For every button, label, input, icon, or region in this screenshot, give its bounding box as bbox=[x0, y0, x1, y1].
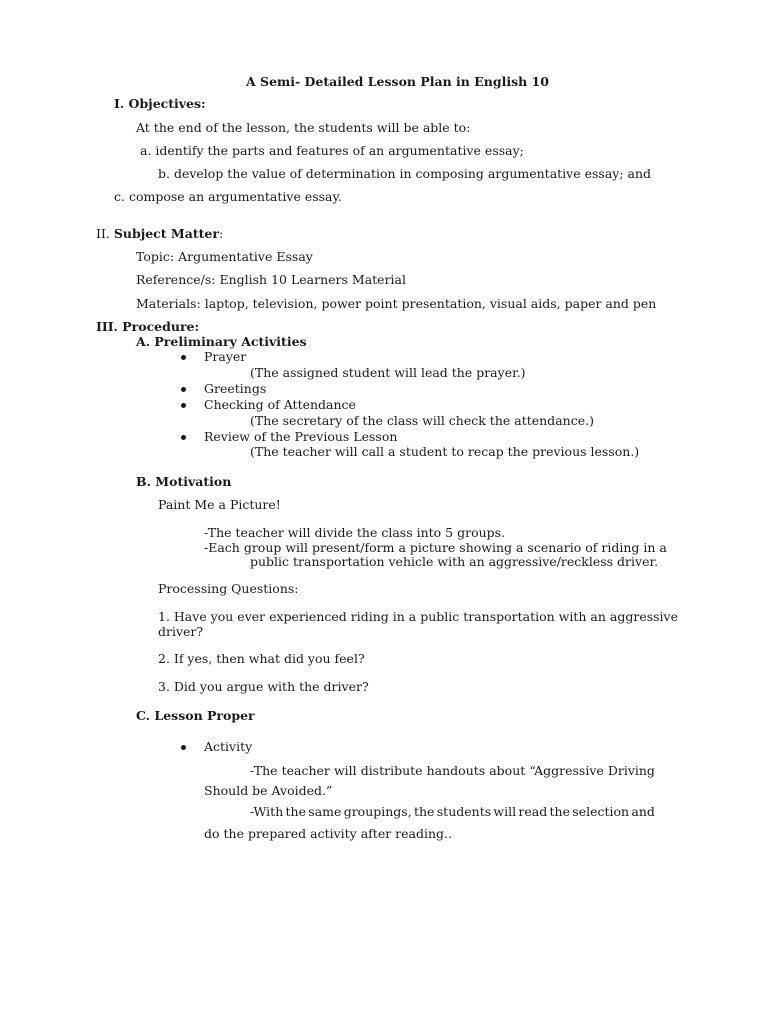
document-title: A Semi- Detailed Lesson Plan in English 10 bbox=[246, 74, 549, 89]
preliminary-item-attendance: Checking of Attendance bbox=[204, 397, 356, 412]
processing-question-2: 2. If yes, then what did you feel? bbox=[158, 651, 365, 666]
preliminary-item-review: Review of the Previous Lesson bbox=[204, 429, 398, 444]
word: Driving bbox=[607, 763, 655, 778]
objective-item-c: c. compose an argumentative essay. bbox=[114, 189, 342, 204]
bullet-icon bbox=[181, 355, 186, 360]
lesson-activity-paragraph-2-line-1 bbox=[250, 804, 655, 819]
objectives-heading: I. Objectives: bbox=[114, 96, 206, 111]
lesson-activity-paragraph-1-line-1 bbox=[250, 763, 655, 778]
word: the bbox=[413, 804, 435, 819]
motivation-step-2: -Each group will present/form a picture showing a scenario of riding in a bbox=[204, 540, 667, 555]
word: read bbox=[518, 804, 548, 819]
processing-question-3: 3. Did you argue with the driver? bbox=[158, 679, 369, 694]
word: same bbox=[308, 804, 342, 819]
subject-matter-title: Subject Matter bbox=[113, 226, 219, 241]
subject-materials: Materials: laptop, television, power point presentation, visual aids, paper and pen bbox=[136, 296, 657, 311]
processing-question-1-cont: driver? bbox=[158, 624, 204, 639]
objectives-intro: At the end of the lesson, the students will be able to: bbox=[136, 120, 471, 135]
procedure-heading: III. Procedure: bbox=[96, 319, 200, 334]
preliminary-item-greetings: Greetings bbox=[204, 381, 267, 396]
lesson-activity-paragraph-1-line-2: Should be Avoided.” bbox=[204, 783, 333, 798]
processing-question-1: 1. Have you ever experienced riding in a public transportation with an aggressive bbox=[158, 609, 679, 624]
bullet-icon bbox=[181, 435, 186, 440]
word: the bbox=[285, 804, 307, 819]
preliminary-note-attendance: (The secretary of the class will check the attendance.) bbox=[250, 413, 594, 428]
objective-item-a: a. identify the parts and features of an argumentative essay; bbox=[140, 143, 524, 158]
word: and bbox=[631, 804, 655, 819]
word: -With bbox=[250, 804, 284, 819]
word: selection bbox=[572, 804, 630, 819]
word: teacher bbox=[281, 763, 330, 778]
bullet-icon bbox=[181, 387, 186, 392]
word: will bbox=[333, 763, 357, 778]
lesson-activity-label: Activity bbox=[204, 739, 253, 754]
processing-questions-heading: Processing Questions: bbox=[158, 581, 299, 596]
motivation-activity-title: Paint Me a Picture! bbox=[158, 497, 281, 512]
motivation-step-1: -The teacher will divide the class into 5 groups. bbox=[204, 525, 506, 540]
preliminary-activities-heading: A. Preliminary Activities bbox=[136, 334, 307, 349]
preliminary-note-prayer: (The assigned student will lead the prayer.) bbox=[250, 365, 526, 380]
subject-matter-heading bbox=[96, 226, 223, 241]
objective-item-b: b. develop the value of determination in composing argumentative essay; and bbox=[158, 166, 652, 181]
word: distribute bbox=[360, 763, 423, 778]
motivation-heading: B. Motivation bbox=[136, 474, 232, 489]
subject-topic: Topic: Argumentative Essay bbox=[136, 249, 313, 264]
word: “Aggressive bbox=[529, 763, 604, 778]
lesson-activity-paragraph-2-line-2: do the prepared activity after reading.. bbox=[204, 826, 452, 841]
preliminary-note-review: (The teacher will call a student to recap the previous lesson.) bbox=[250, 444, 640, 459]
preliminary-item-prayer: Prayer bbox=[204, 349, 247, 364]
word: about bbox=[489, 763, 526, 778]
subject-matter-colon: : bbox=[218, 226, 224, 241]
bullet-icon bbox=[181, 403, 186, 408]
motivation-step-2-cont: public transportation vehicle with an aggressive/reckless driver. bbox=[250, 554, 659, 569]
lesson-proper-heading: C. Lesson Proper bbox=[136, 708, 255, 723]
bullet-icon bbox=[181, 745, 186, 750]
subject-reference: Reference/s: English 10 Learners Material bbox=[136, 272, 406, 287]
word: will bbox=[493, 804, 517, 819]
subject-matter-numeral: II. bbox=[96, 226, 110, 241]
word: -The bbox=[250, 763, 278, 778]
word: handouts bbox=[426, 763, 486, 778]
word: groupings, bbox=[343, 804, 412, 819]
word: the bbox=[549, 804, 570, 819]
word: students bbox=[436, 804, 492, 819]
